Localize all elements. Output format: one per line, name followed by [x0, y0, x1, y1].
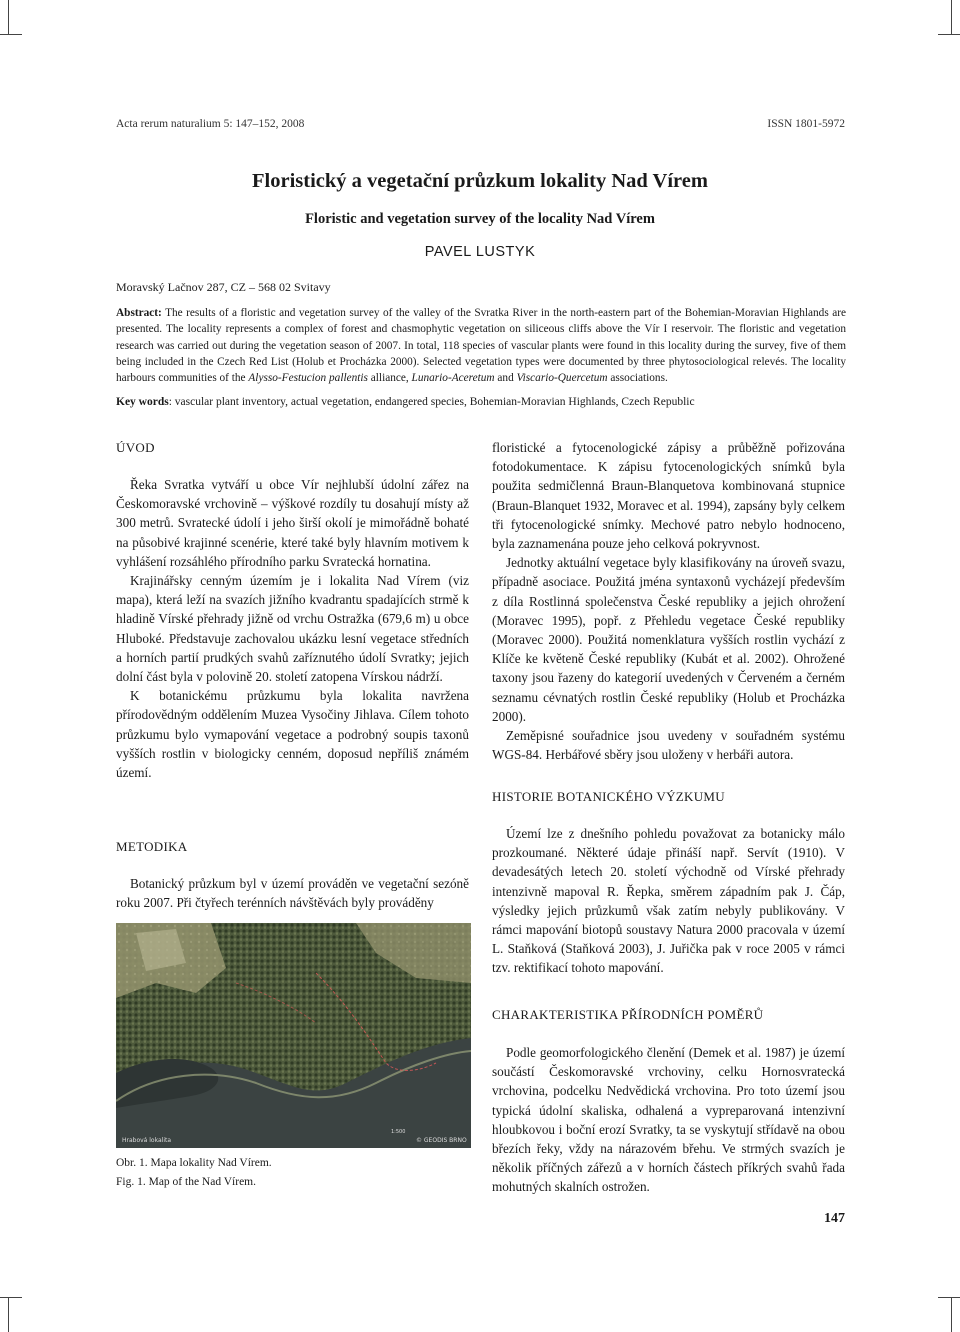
keywords-label: Key words: [116, 396, 169, 408]
crop-mark: [0, 1297, 22, 1298]
abstract-taxon: Alysso-Festucion pallentis: [248, 372, 368, 385]
paragraph: floristické a fytocenologické zápisy a průběžně pořizována fotodokumentace. K zápisu fytocenologických snímků byla použita sedmičlenná Braun-Blanquetova kombinovaná stupnice (Braun-Blanquet 1932, Moravec et al. 1994), zapsány byly celkem tři fytocenologické snímky. Mechové patro nebylo hodnoceno, byla zaznamenána pouze jeho celková pokryvnost.: [492, 440, 845, 552]
map-copyright: © GEODIS BRNO: [416, 1137, 467, 1144]
keywords: [116, 396, 846, 408]
title-czech: Floristický a vegetační průzkum lokality Nad Vírem: [252, 170, 708, 192]
abstract-taxon: Lunario-Aceretum: [411, 372, 495, 385]
charakteristika-text: [492, 1043, 845, 1197]
aerial-map-image: [116, 923, 471, 1148]
journal-citation: Acta rerum naturalium 5: 147–152, 2008: [116, 118, 305, 130]
uvod-text: [116, 475, 469, 782]
crop-mark: [938, 34, 960, 35]
paragraph: Botanický průzkum byl v území prováděn ve vegetační sezóně roku 2007. Při čtyřech terénních návštěvách byly prováděny: [116, 876, 469, 911]
abstract-text: alliance,: [367, 372, 412, 385]
right-column-text: [492, 438, 845, 764]
paragraph: Podle geomorfologického členění (Demek et al. 1987) je území součástí Českomoravské vrchoviny, celku Hornosvratecká vrchovina, podcelku Nedvědická vrchovina. Pro toto území jsou typická údolní skaliska, odhalená a vypreparovaná intenzivní hloubkovou i boční erozí Svratky, ta se vyskytují střídavě na obou březích řeky, vždy na nárazovém břehu. Ve strmých svazích je několik příčných zářezů a v horních částech příkrých svahů řada mohutných skalních ostrožen.: [492, 1045, 845, 1195]
section-heading-metodika: METODIKA: [116, 839, 188, 854]
paragraph: Krajinářsky cenným územím je i lokalita Nad Vírem (viz mapa), která leží na svazích jižního kvadrantu spadajících strmě k hladině Vírské přehrady jižně od vrchu Ostražka (679,6 m) u obce Hluboké. Představuje zachovalou ukázku lesní vegetace středních a horních partií prudkých svahů zaříznutého údolí Svratky; jejich dolní část byla v polovině 20. století zatopena Vírskou nádrží.: [116, 573, 469, 685]
abstract-text: The results of a floristic and vegetation survey of the valley of the Svratka River in the north-eastern part of the Bohemian-Moravian Highlands are presented. The locality represents a complex of forest and chasmophytic vegetation on siliceous cliffs above the Vír I reservoir. The floristic and vegetation research was carried out during the vegetation season of 2007. In total, 118 species of vascular plants were found in this locality during the survey, five of them being included in the Czech Red List (Holub et Procházka 2000). Selected vegetation types were documented by three phytosociological relevés. The locality harbours communities of the: [116, 307, 846, 385]
abstract-label: Abstract:: [116, 307, 162, 319]
figure-caption-english: Fig. 1. Map of the Nad Vírem.: [116, 1176, 257, 1188]
paragraph: Zeměpisné souřadnice jsou uvedeny v souřadném systému WGS-84. Herbářové sběry jsou uloženy v herbáři autora.: [492, 728, 845, 763]
aerial-map-svg: [116, 923, 471, 1148]
section-heading-uvod: ÚVOD: [116, 440, 155, 455]
paragraph: Území lze z dnešního pohledu považovat za botanicky málo prozkoumané. Některé údaje přináší např. Servít (1910). V devadesátých letech 20. století východně od Vírské přehrady intenzivně mapoval R. Řepka, směrem západním pak J. Čáp, výsledky jejich průzkumů však zatím nebyly publikovány. V rámci mapování biotopů soustavy Natura 2000 pracovala v území L. Staňková (Staňková 2003), J. Juřička pak v roce 2005 v rámci tzv. rektifikací tohoto mapování.: [492, 826, 845, 976]
abstract: [116, 305, 846, 386]
abstract-text: associations.: [607, 372, 668, 385]
crop-mark: [8, 0, 9, 35]
map-scale: 1:500: [391, 1129, 406, 1135]
author-name: PAVEL LUSTYK: [424, 244, 536, 260]
map-label: Hrabová lokalita: [122, 1137, 172, 1144]
crop-mark: [951, 1297, 952, 1332]
abstract-taxon: Viscario-Quercetum: [516, 372, 608, 385]
metodika-text: [116, 874, 469, 912]
title-english: Floristic and vegetation survey of the locality Nad Vírem: [305, 211, 655, 227]
section-heading-charakteristika: CHARAKTERISTIKA PŘÍRODNÍCH POMĚRŮ: [492, 1007, 764, 1022]
crop-mark: [0, 34, 22, 35]
crop-mark: [938, 1297, 960, 1298]
paragraph: Jednotky aktuální vegetace byly klasifikovány na úroveň svazu, případně asociace. Použitá jména syntaxonů vycházejí především z díla Rostlinná společenstva České republiky a jejich ohrožení (Moravec 1995), popř. z Přehledu vegetace České republiky (Moravec 2000). Použitá nomenklatura vyšších rostlin vychází z Klíče ke květeně České republiky (Kubát et al. 2002). Ohrožené taxony jsou řazeny do kategorií uvedených v Červeném a černém seznamu cévnatých rostlin České republiky (Holub et Procházka 2000).: [492, 555, 845, 724]
figure-caption-czech: Obr. 1. Mapa lokality Nad Vírem.: [116, 1157, 272, 1169]
crop-mark: [951, 0, 952, 35]
page-number: 147: [824, 1211, 845, 1226]
paragraph: Řeka Svratka vytváří u obce Vír nejhlubší údolní zářez na Českomoravské vrchovině – výškové rozdíly tu dosahují místy až 300 metrů. Svratecké údolí i jeho širší okolí je mimořádně bohaté na působivé krajinné scenérie, které také byly hlavním motivem k vyhlášení rozsáhlého přírodního parku Svratecká hornatina.: [116, 477, 469, 569]
historie-text: [492, 824, 845, 978]
section-heading-historie: HISTORIE BOTANICKÉHO VÝZKUMU: [492, 789, 725, 804]
keywords-text: : vascular plant inventory, actual vegetation, endangered species, Bohemian-Moravian Highlands, Czech Republic: [168, 396, 695, 408]
abstract-text: and: [494, 372, 517, 385]
author-address: Moravský Lačnov 287, CZ – 568 02 Svitavy: [116, 280, 331, 294]
paragraph: K botanickému průzkumu byla lokalita navržena přírodovědným oddělením Muzea Vysočiny Jihlava. Cílem tohoto průzkumu bylo vymapování vegetace a podrobný soupis taxonů vyšších rostlin v biologicky cenném, doposud nepříliš známém území.: [116, 688, 469, 781]
issn: ISSN 1801-5972: [767, 118, 845, 130]
crop-mark: [8, 1297, 9, 1332]
